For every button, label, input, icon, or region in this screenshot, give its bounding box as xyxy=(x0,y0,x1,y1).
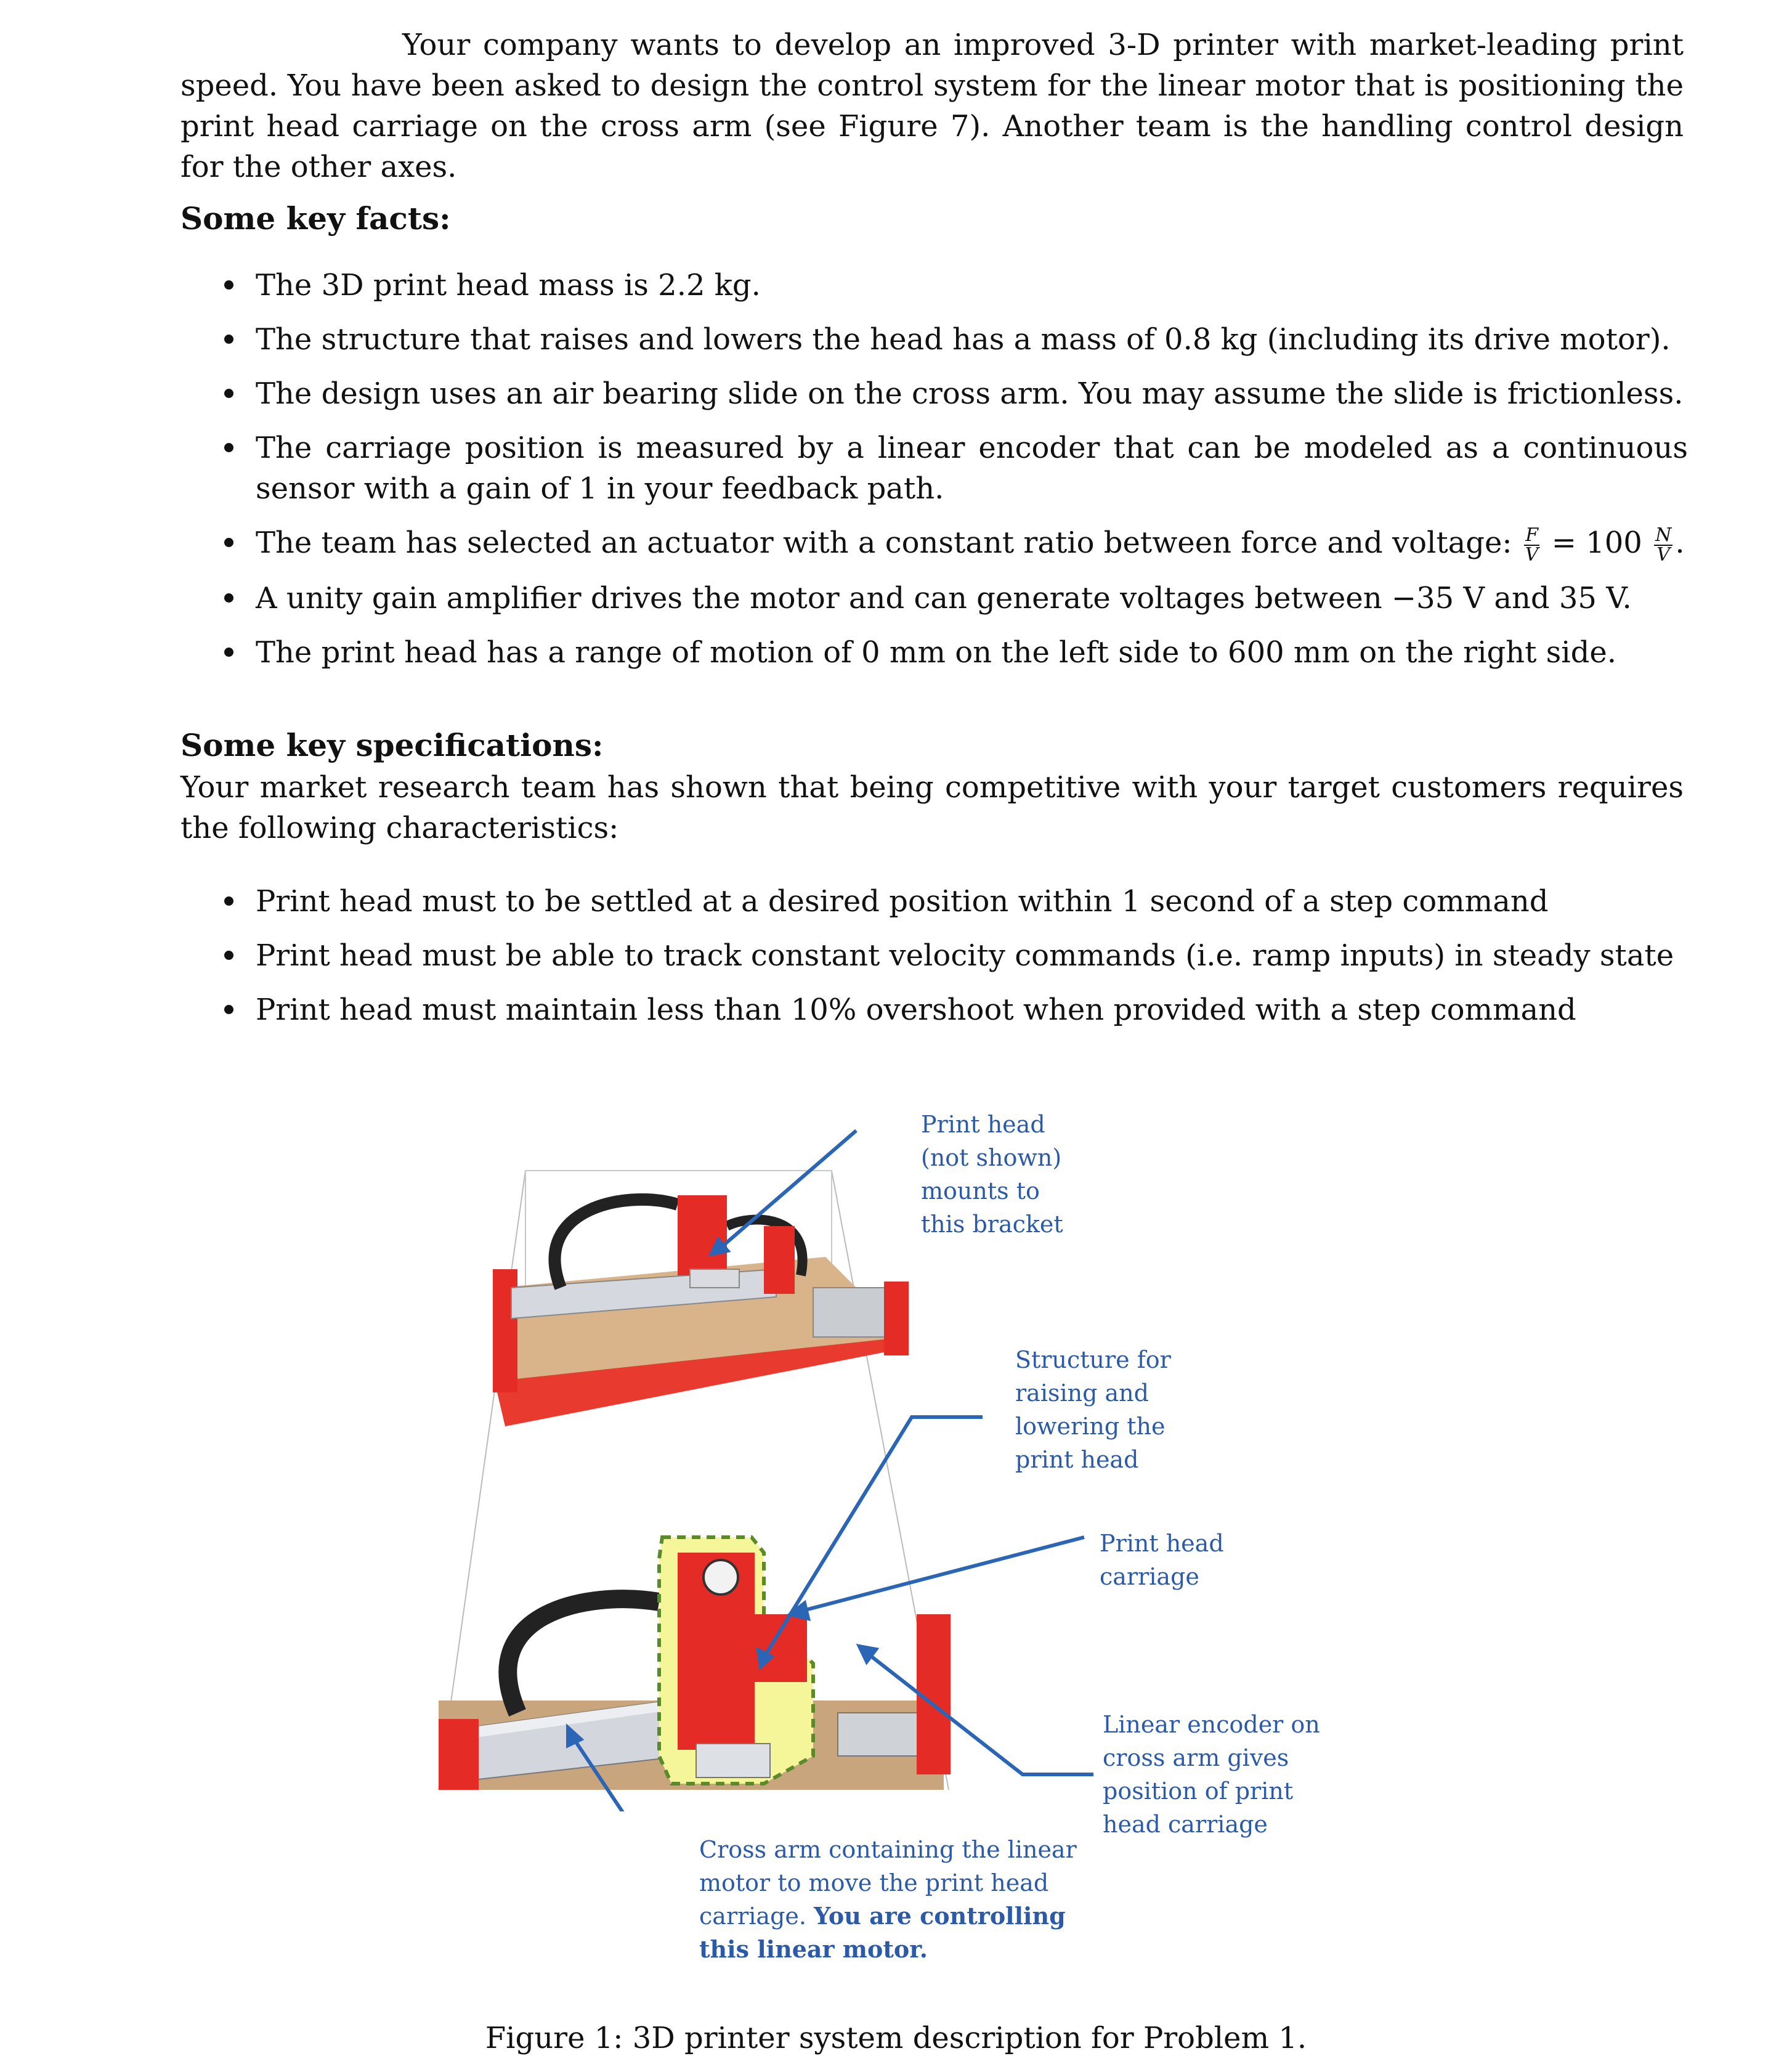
actuator-text: The team has selected an actuator with a constant ratio between force and voltage: xyxy=(256,526,1512,560)
callout-line: motor to move the print head xyxy=(699,1869,1049,1896)
list-item: Print head must maintain less than 10% overshoot when provided with a step command xyxy=(222,989,1688,1030)
fraction-denominator: V xyxy=(1656,543,1671,566)
arrowhead xyxy=(790,1603,808,1619)
printer-figure xyxy=(431,1084,1324,1811)
fraction-numerator: F xyxy=(1524,526,1540,546)
callout-line: head carriage xyxy=(1103,1811,1268,1838)
callout-emphasis: this linear motor. xyxy=(699,1935,928,1963)
callout-encoder xyxy=(1103,1708,1320,1841)
key-specs-intro: Your market research team has shown that being competitive with your target customers requires the following characteristics: xyxy=(180,770,1684,845)
callout-cross-arm xyxy=(699,1833,1077,1966)
list-item: The design uses an air bearing slide on the cross arm. You may assume the slide is frictionless. xyxy=(222,373,1688,414)
key-facts-heading: Some key facts: xyxy=(180,200,451,237)
callout-line: cross arm gives xyxy=(1103,1744,1289,1771)
actuator-value: = 100 xyxy=(1551,526,1642,560)
list-item: Print head must be able to track constant velocity commands (i.e. ramp inputs) in steady state xyxy=(222,935,1688,976)
unit-fraction xyxy=(1654,526,1672,564)
list-item: The 3D print head mass is 2.2 kg. xyxy=(222,265,1688,306)
callout-line: (not shown) xyxy=(921,1144,1062,1171)
callout-line: mounts to xyxy=(921,1177,1040,1205)
list-item: The print head has a range of motion of 0 mm on the left side to 600 mm on the right side. xyxy=(222,632,1688,673)
key-specs-heading: Some key specifications: xyxy=(180,727,604,763)
callout-line: this bracket xyxy=(921,1211,1063,1238)
figure-caption: Figure 1: 3D printer system description for Problem 1. xyxy=(485,2021,1307,2055)
callout-line: Cross arm containing the linear xyxy=(699,1836,1077,1863)
key-facts-list xyxy=(222,265,1688,686)
list-item: The carriage position is measured by a linear encoder that can be modeled as a continuous sensor with a gain of 1 in your feedback path. xyxy=(222,428,1688,509)
callout-line: raising and xyxy=(1015,1379,1149,1407)
actuator-suffix: . xyxy=(1675,526,1685,560)
callout-line: position of print xyxy=(1103,1778,1294,1805)
carriage-arrow xyxy=(801,1537,1084,1611)
callout-line: carriage xyxy=(1100,1563,1199,1590)
callout-line: Print head xyxy=(921,1111,1045,1138)
fraction-numerator: N xyxy=(1655,524,1672,546)
callout-line: Structure for xyxy=(1015,1346,1171,1373)
list-item: Print head must to be settled at a desired position within 1 second of a step command xyxy=(222,881,1688,922)
callout-print-head xyxy=(921,1108,1063,1241)
list-item: A unity gain amplifier drives the motor and can generate voltages between −35 V and 35 V. xyxy=(222,578,1688,619)
list-item: The structure that raises and lowers the head has a mass of 0.8 kg (including its drive motor). xyxy=(222,319,1688,360)
fraction-denominator: V xyxy=(1525,543,1539,566)
force-voltage-fraction xyxy=(1524,526,1540,564)
printer-overview-photo xyxy=(493,1195,909,1426)
intro-paragraph: Your company wants to develop an improved 3-D printer with market-leading print speed. You have been asked to design the control system for the linear motor that is positioning the print head carriage on the cross arm (see Figure 7). Another team is the handling control design for the other axes. xyxy=(180,28,1684,184)
callout-line: print head xyxy=(1015,1446,1139,1473)
key-specs-list xyxy=(222,881,1688,1044)
callout-emphasis: You are controlling xyxy=(814,1902,1066,1930)
callout-line: carriage. xyxy=(699,1903,806,1930)
callout-carriage xyxy=(1100,1527,1224,1593)
callout-line: Linear encoder on xyxy=(1103,1711,1320,1738)
callout-structure xyxy=(1015,1343,1171,1476)
carriage-closeup-photo xyxy=(439,1537,951,1790)
list-item-actuator xyxy=(222,522,1688,564)
callout-line: Print head xyxy=(1100,1530,1224,1557)
callout-line: lowering the xyxy=(1015,1413,1166,1440)
